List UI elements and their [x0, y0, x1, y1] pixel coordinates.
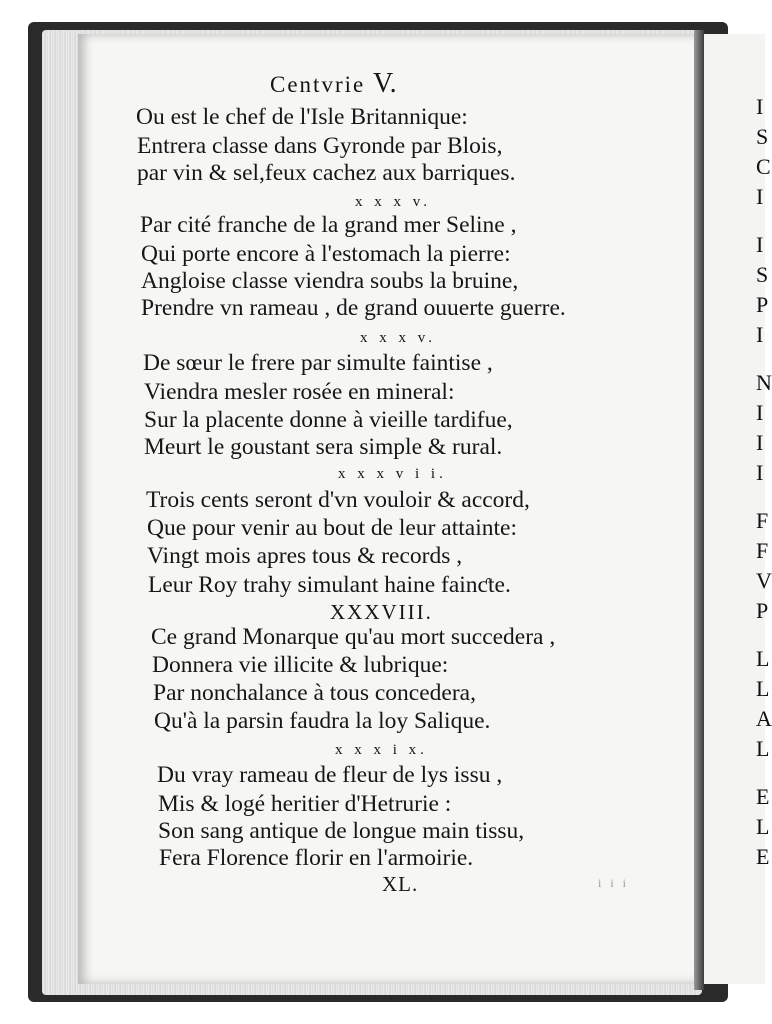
quatrain-numeral: x x x v. — [360, 330, 437, 346]
verse-line: Donnera vie illicite & lubrique: — [152, 652, 449, 678]
running-title: Centvrie — [270, 72, 366, 97]
facing-initial: P — [756, 292, 769, 317]
verse-line: Leur Roy trahy simulant haine fainƈte. — [148, 572, 511, 598]
verse-line: Meurt le goustant sera simple & rural. — [144, 434, 503, 460]
verse-line: Par cité franche de la grand mer Seline , — [140, 212, 517, 238]
verse-line: Du vray rameau de fleur de lys issu , — [157, 762, 503, 788]
verse-line: Qu'à la parsin faudra la loy Salique. — [154, 708, 491, 734]
facing-initial: L — [756, 814, 770, 839]
verse-line: Mis & logé heritier d'Hetrurie : — [158, 791, 452, 817]
facing-initial: I — [756, 400, 764, 425]
verse-line: Fera Florence florir en l'armoirie. — [159, 845, 474, 871]
facing-initial: A — [756, 706, 772, 731]
quatrain-numeral: x x x v. — [355, 194, 432, 210]
bleed-through-text: i i i — [598, 876, 630, 890]
verse-line: Sur la placente donne à vieille tardifue, — [144, 407, 513, 433]
century-numeral: V. — [372, 68, 397, 99]
facing-initial: E — [756, 784, 770, 809]
verse-line: par vin & sel,feux cachez aux barriques. — [137, 160, 516, 186]
facing-initial: L — [756, 646, 770, 671]
verse-line: Trois cents seront d'vn vouloir & accord, — [146, 487, 530, 513]
verse-line: Que pour venir au bout de leur attainte: — [147, 515, 517, 541]
facing-initial: I — [756, 430, 764, 455]
facing-initial: C — [756, 154, 771, 179]
facing-initial: I — [756, 94, 764, 119]
verse-line: Qui porte encore à l'estomach la pierre: — [141, 241, 511, 267]
facing-initial: I — [756, 460, 764, 485]
verse-line: Angloise classe viendra soubs la bruine, — [141, 268, 519, 294]
verse-line: Son sang antique de longue main tissu, — [158, 818, 525, 844]
verse-line: Ce grand Monarque qu'au mort succedera , — [151, 624, 556, 650]
facing-initial: E — [756, 844, 770, 869]
catchword: XL. — [382, 872, 419, 896]
quatrain-numeral: x x x v i i. — [338, 466, 447, 482]
facing-initial: S — [756, 124, 769, 149]
verse-line: Vingt mois apres tous & records , — [147, 543, 463, 569]
facing-initial: S — [756, 262, 769, 287]
verse-line: De sœur le frere par simulte faintise , — [143, 350, 493, 376]
facing-initial: F — [756, 508, 769, 533]
facing-page-fragment — [704, 34, 772, 984]
facing-initial: V — [756, 568, 772, 593]
quatrain-numeral: x x x i x. — [335, 742, 428, 758]
facing-initial: P — [756, 598, 769, 623]
facing-initial: L — [756, 736, 770, 761]
facing-initial: F — [756, 538, 769, 563]
facing-initial: L — [756, 676, 770, 701]
verse-line: Prendre vn rameau , de grand ouuerte guerre. — [141, 295, 566, 321]
verse-line: Viendra mesler rosée en mineral: — [144, 379, 455, 405]
quatrain-numeral: XXXVIII. — [330, 600, 433, 624]
verse-line: Ou est le chef de l'Isle Britannique: — [136, 104, 468, 130]
book-gutter — [694, 30, 704, 990]
running-header — [270, 68, 397, 100]
facing-initial: I — [756, 232, 764, 257]
verse-line: Par nonchalance à tous concedera, — [153, 680, 476, 706]
facing-initial: I — [756, 322, 764, 347]
verse-line: Entrera classe dans Gyronde par Blois, — [137, 133, 503, 159]
facing-initial: N — [756, 370, 772, 395]
facing-initial: I — [756, 184, 764, 209]
